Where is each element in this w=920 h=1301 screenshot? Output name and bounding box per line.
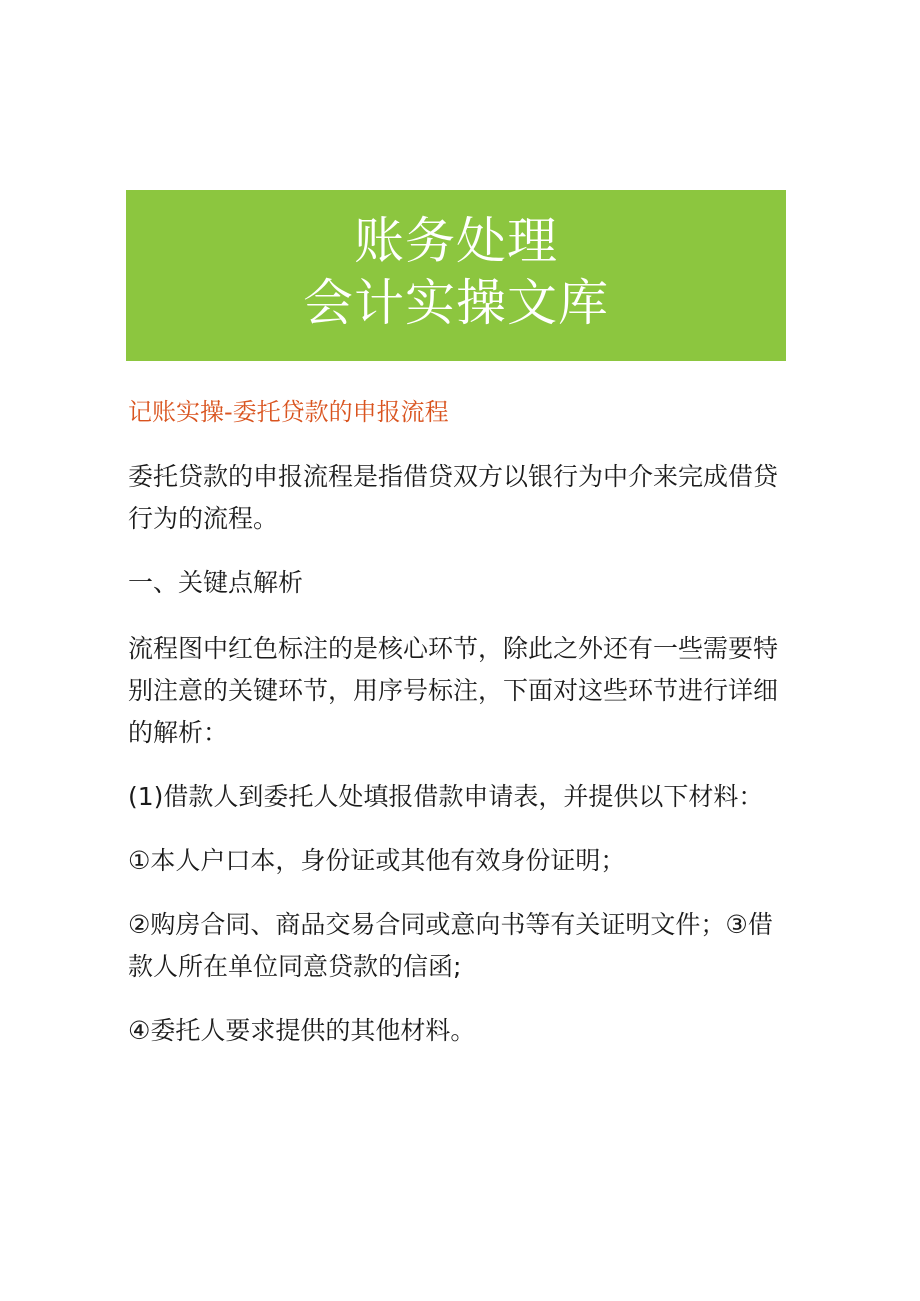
section-paragraph: 流程图中红色标注的是核心环节，除此之外还有一些需要特别注意的关键环节，用序号标注，下面对这些环节进行详细的解析： — [128, 634, 779, 747]
list-item-4: ④委托人要求提供的其他材料。 — [128, 1016, 476, 1045]
step-1-paragraph: (1)借款人到委托人处填报借款申请表，并提供以下材料： — [128, 782, 764, 811]
banner-title-line1: 账务处理 — [354, 211, 558, 270]
section-heading: 一、关键点解析 — [128, 568, 304, 597]
banner-title-line2: 会计实操文库 — [303, 273, 609, 332]
article-title: 记账实操-委托贷款的申报流程 — [128, 398, 449, 426]
list-item-2-3: ②购房合同、商品交易合同或意向书等有关证明文件；③借款人所在单位同意贷款的信函; — [128, 910, 773, 981]
intro-paragraph: 委托贷款的申报流程是指借贷双方以银行为中介来完成借贷行为的流程。 — [128, 462, 779, 533]
article-body — [128, 392, 788, 1074]
list-item-1: ①本人户口本，身份证或其他有效身份证明； — [128, 846, 626, 875]
header-banner — [126, 190, 786, 361]
